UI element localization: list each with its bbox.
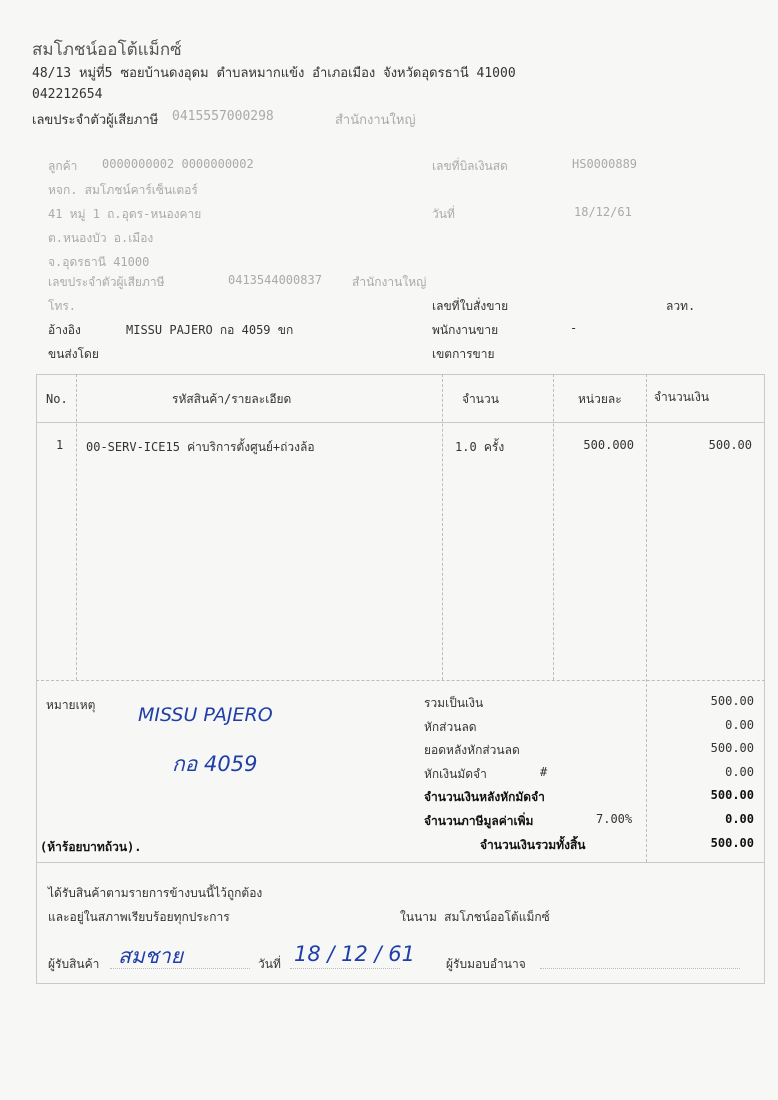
zone-label: เขตการขาย <box>432 347 495 361</box>
company-tax-label: เลขประจำตัวผู้เสียภาษี <box>32 113 159 128</box>
salesman: - <box>570 321 578 335</box>
customer-ref: MISSU PAJERO กอ 4059 ขก <box>126 323 294 337</box>
customer-ship-label: ขนส่งโดย <box>48 347 99 361</box>
row-amount: 500.00 <box>708 438 752 452</box>
vat-label: จำนวนภาษีมูลค่าเพิ่ม <box>424 814 534 828</box>
receive-date-label: วันที่ <box>258 957 281 971</box>
company-name: สมโภชน์ออโต้แม็กซ์ <box>32 40 182 60</box>
grand-total-value: 500.00 <box>710 836 754 850</box>
customer-name: หจก. สมโภชน์คาร์เซ็นเตอร์ <box>48 183 198 197</box>
so-label: เลขที่ใบสั่งขาย <box>432 299 509 313</box>
receiver-signature: สมชาย <box>118 944 184 968</box>
bill-no: HS0000889 <box>572 157 638 171</box>
remarks-label: หมายเหตุ <box>46 698 96 712</box>
customer-tax-id: 0413544000837 <box>228 273 322 287</box>
deposit-hash: # <box>540 765 548 779</box>
customer-tax-label: เลขประจำตัวผู้เสียภาษี <box>48 275 165 289</box>
deposit-value: 0.00 <box>725 765 754 779</box>
company-tax-id: 0415557000298 <box>172 109 274 124</box>
discount-label: หักส่วนลด <box>424 720 477 734</box>
customer-code: 0000000002 0000000002 <box>102 157 254 171</box>
salesman-label: พนักงานขาย <box>432 323 499 337</box>
remarks-handwriting-1: MISSU PAJERO <box>138 704 273 726</box>
authorized-label: ผู้รับมอบอำนาจ <box>446 957 526 971</box>
customer-addr1: 41 หมู่ 1 ถ.อุดร-หนองคาย <box>48 207 202 221</box>
total-label: รวมเป็นเงิน <box>424 696 484 710</box>
customer-tel-label: โทร. <box>48 299 77 313</box>
bill-no-label: เลขที่บิลเงินสด <box>432 159 508 173</box>
customer-ref-label: อ้างอิง <box>48 323 81 337</box>
th-qty: จำนวน <box>462 392 499 406</box>
customer-addr2: ต.หนองบัว อ.เมือง <box>48 231 154 245</box>
after-discount-value: 500.00 <box>710 741 754 755</box>
th-no: No. <box>46 392 68 406</box>
on-behalf-text: ในนาม สมโภชน์ออโต้แม็กซ์ <box>400 910 550 924</box>
customer-code-label: ลูกค้า <box>48 159 78 173</box>
row-no: 1 <box>56 438 64 452</box>
receive-date-handwriting: 18 / 12 / 61 <box>294 942 416 966</box>
date-label: วันที่ <box>432 207 455 221</box>
amount-in-words: (ห้าร้อยบาทถ้วน). <box>40 840 142 854</box>
company-address: 48/13 หมู่ที่5 ซอยบ้านดงอุดม ตำบลหมากแข้ง อำเภอเมือง จังหวัดอุดรธานี 41000 <box>32 66 516 81</box>
discount-value: 0.00 <box>725 718 754 732</box>
after-deposit-label: จำนวนเงินหลังหักมัดจำ <box>424 790 545 804</box>
vat-value: 0.00 <box>725 812 754 826</box>
th-unit: หน่วยละ <box>578 392 622 406</box>
th-amount: จำนวนเงิน <box>654 390 710 404</box>
doc-date: 18/12/61 <box>574 205 632 219</box>
received-text-2: และอยู่ในสภาพเรียบร้อยทุกประการ <box>48 910 230 924</box>
so-value: ลวท. <box>666 299 696 313</box>
deposit-label: หักเงินมัดจำ <box>424 767 487 781</box>
receiver-label: ผู้รับสินค้า <box>48 957 100 971</box>
after-deposit-value: 500.00 <box>710 788 754 802</box>
row-qty: 1.0 ครั้ง <box>455 440 505 454</box>
row-desc: 00-SERV-ICE15 ค่าบริการตั้งศูนย์+ถ่วงล้อ <box>86 440 315 454</box>
row-unit: 500.000 <box>583 438 634 452</box>
vat-rate: 7.00% <box>596 812 633 826</box>
remarks-handwriting-2: กอ 4059 <box>172 752 258 776</box>
total-value: 500.00 <box>710 694 754 708</box>
th-desc: รหัสสินค้า/รายละเอียด <box>172 392 292 406</box>
customer-branch: สำนักงานใหญ่ <box>352 275 427 289</box>
customer-addr3: จ.อุดรธานี 41000 <box>48 255 150 269</box>
grand-total-label: จำนวนเงินรวมทั้งสิ้น <box>480 838 586 852</box>
company-phone: 042212654 <box>32 87 103 102</box>
received-text-1: ได้รับสินค้าตามรายการข้างบนนี้ไว้ถูกต้อง <box>48 886 263 900</box>
after-discount-label: ยอดหลังหักส่วนลด <box>424 743 520 757</box>
company-branch: สำนักงานใหญ่ <box>335 113 416 128</box>
